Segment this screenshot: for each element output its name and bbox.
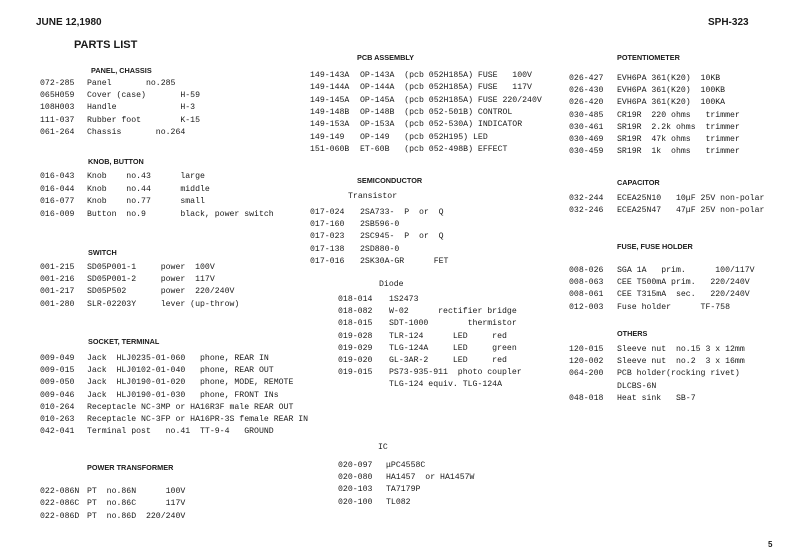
- section-heading-power-transformer: POWER TRANSFORMER: [87, 463, 174, 472]
- part-description: PT no.86N 100V: [87, 487, 186, 496]
- part-number: 018-014: [338, 295, 373, 304]
- part-description: Fuse holder TF-758: [617, 302, 731, 312]
- part-number: 149-145A: [310, 95, 350, 105]
- part-description: 2SC945- P or Q: [360, 232, 444, 242]
- part-description: Sleeve nut no.2 3 x 16mm: [617, 357, 745, 367]
- diode-label: Diode: [379, 280, 404, 289]
- part-description: TLG-124A LED green: [389, 343, 517, 353]
- part-description: EVH6PA 361(K20) 100KB: [617, 86, 726, 96]
- part-number: 030-461: [569, 122, 604, 132]
- part-description: TLG-124 equiv. TLG-124A: [389, 380, 503, 390]
- part-number: 008-063: [569, 278, 604, 288]
- part-description: DLCBS-6N: [617, 381, 657, 391]
- part-description: OP-149 (pcb 052H195) LED: [360, 132, 488, 142]
- part-description: OP-144A (pcb 052H185A) FUSE 117V: [360, 83, 532, 93]
- part-description: Sleeve nut no.15 3 x 12mm: [617, 345, 745, 354]
- part-number: 042-041: [40, 427, 75, 437]
- part-description: EVH6PA 361(K20) 100KA: [617, 98, 726, 108]
- part-number: 072-285: [40, 79, 75, 88]
- part-description: TA7179P: [386, 485, 421, 495]
- part-number: 010-264: [40, 402, 75, 412]
- part-description: PCB holder(rocking rivet): [617, 369, 740, 379]
- part-number: 010-263: [40, 415, 75, 424]
- part-description: SGA 1A prim. 100/117V: [617, 266, 755, 275]
- part-description: HA1457 or HA1457W: [386, 473, 475, 483]
- part-number: 120-015: [569, 345, 604, 354]
- page-number: 5: [768, 540, 773, 549]
- part-description: Knob no.77 small: [87, 197, 205, 207]
- part-number: 001-280: [40, 299, 75, 309]
- part-description: OP-153A (pcb 052-530A) INDICATOR: [360, 120, 523, 130]
- part-number: 016-077: [40, 197, 75, 207]
- part-description: Jack HLJ0235-01-060 phone, REAR IN: [87, 354, 269, 363]
- part-description: Cover (case) H-59: [87, 91, 201, 101]
- part-description: Jack HLJ0102-01-040 phone, REAR OUT: [87, 366, 274, 376]
- part-number: 019-028: [338, 331, 373, 341]
- section-heading-pcb-assembly: PCB ASSEMBLY: [357, 53, 415, 62]
- document-date: JUNE 12,1980: [36, 17, 102, 28]
- part-description: ECEA25N47 47μF 25V non-polar: [617, 206, 765, 216]
- part-description: PT no.86C 117V: [87, 499, 186, 509]
- part-number: 026-430: [569, 86, 604, 96]
- part-number: 149-148B: [310, 107, 350, 117]
- part-description: Receptacle NC-3MP or HA16R3F male REAR OUT: [87, 402, 294, 412]
- part-description: μPC4558C: [386, 461, 426, 470]
- part-description: SDT-1000 thermistor: [389, 319, 517, 329]
- part-description: Chassis no.264: [87, 127, 186, 137]
- part-number: 016-044: [40, 184, 75, 194]
- part-description: SR19R 2.2k ohms trimmer: [617, 122, 740, 132]
- part-description: 2SD880-0: [360, 244, 400, 254]
- part-number: 019-015: [338, 368, 373, 378]
- part-number: 064-200: [569, 369, 604, 379]
- part-number: 017-023: [310, 232, 345, 242]
- section-heading-knob-button: KNOB, BUTTON: [88, 157, 144, 166]
- part-number: 009-015: [40, 366, 75, 376]
- part-description: EVH6PA 361(K20) 10KB: [617, 74, 721, 83]
- part-description: OP-148B (pcb 052-501B) CONTROL: [360, 107, 513, 117]
- part-number: 065H059: [40, 91, 75, 101]
- part-number: 022-086D: [40, 511, 80, 521]
- ic-label: IC: [378, 443, 388, 452]
- model-number: SPH-323: [708, 17, 749, 28]
- part-description: SR19R 1k ohms trimmer: [617, 147, 740, 157]
- section-heading-potentiometer: POTENTIOMETER: [617, 53, 680, 62]
- part-number: 032-244: [569, 194, 604, 203]
- part-number: 026-427: [569, 74, 604, 83]
- section-heading-panel-chassis: PANEL, CHASSIS: [91, 66, 152, 75]
- part-number: 019-020: [338, 356, 373, 365]
- part-description: Knob no.43 large: [87, 172, 205, 181]
- part-number: 149-143A: [310, 71, 350, 80]
- part-description: Heat sink SB-7: [617, 393, 696, 403]
- part-number: 020-100: [338, 497, 373, 507]
- part-description: 2SK30A-GR FET: [360, 256, 449, 266]
- part-description: PS73-935-911 photo coupler: [389, 368, 522, 378]
- part-description: GL-3AR-2 LED red: [389, 356, 507, 365]
- part-number: 019-029: [338, 343, 373, 353]
- part-description: OP-145A (pcb 052H185A) FUSE 220/240V: [360, 95, 542, 105]
- part-description: CEE T315mA sec. 220/240V: [617, 290, 750, 300]
- section-heading-fuse-holder: FUSE, FUSE HOLDER: [617, 242, 693, 251]
- part-number: 001-215: [40, 263, 75, 272]
- part-number: 022-086C: [40, 499, 80, 509]
- part-description: Button no.9 black, power switch: [87, 209, 274, 219]
- part-description: 2SB596-0: [360, 220, 400, 230]
- section-heading-semiconductor: SEMICONDUCTOR: [357, 176, 423, 185]
- part-number: 149-144A: [310, 83, 350, 93]
- part-description: Jack HLJ0190-01-030 phone, FRONT INs: [87, 390, 279, 400]
- part-number: 008-026: [569, 266, 604, 275]
- part-number: 016-043: [40, 172, 75, 181]
- part-description: ECEA25N10 10μF 25V non-polar: [617, 194, 765, 203]
- part-number: 020-097: [338, 461, 373, 470]
- part-description: SLR-02203Y lever (up-throw): [87, 299, 240, 309]
- part-description: SD05P502 power 220/240V: [87, 287, 235, 297]
- part-description: OP-143A (pcb 052H185A) FUSE 100V: [360, 71, 532, 80]
- section-heading-socket-terminal: SOCKET, TERMINAL: [88, 337, 160, 346]
- part-number: 149-149: [310, 132, 345, 142]
- part-number: 026-420: [569, 98, 604, 108]
- part-number: 009-046: [40, 390, 75, 400]
- part-number: 001-216: [40, 275, 75, 285]
- part-number: 030-485: [569, 110, 604, 120]
- part-number: 030-469: [569, 135, 604, 144]
- part-number: 061-264: [40, 127, 75, 137]
- part-description: PT no.86D 220/240V: [87, 511, 186, 521]
- part-description: Terminal post no.41 TT-9-4 GROUND: [87, 427, 274, 437]
- part-number: 009-050: [40, 378, 75, 388]
- transistor-label: Transistor: [348, 192, 398, 201]
- part-description: SR19R 47k ohms trimmer: [617, 135, 740, 144]
- part-description: CEE T500mA prim. 220/240V: [617, 278, 750, 288]
- part-number: 032-246: [569, 206, 604, 216]
- part-number: 009-049: [40, 354, 75, 363]
- part-description: ET-60B (pcb 052-498B) EFFECT: [360, 144, 508, 154]
- part-description: 2SA733- P or Q: [360, 208, 444, 217]
- part-description: TLR-124 LED red: [389, 331, 507, 341]
- part-number: 120-002: [569, 357, 604, 367]
- part-number: 008-061: [569, 290, 604, 300]
- part-number: 020-080: [338, 473, 373, 483]
- part-description: 1S2473: [389, 295, 419, 304]
- part-number: 017-024: [310, 208, 345, 217]
- part-number: 149-153A: [310, 120, 350, 130]
- section-heading-capacitor: CAPACITOR: [617, 178, 660, 187]
- part-description: TL082: [386, 497, 411, 507]
- part-description: W-02 rectifier bridge: [389, 307, 517, 317]
- part-number: 017-016: [310, 256, 345, 266]
- part-description: SD05P001-1 power 100V: [87, 263, 215, 272]
- section-heading-switch: SWITCH: [88, 248, 117, 257]
- part-number: 017-160: [310, 220, 345, 230]
- part-description: CR19R 220 ohms trimmer: [617, 110, 740, 120]
- part-number: 020-103: [338, 485, 373, 495]
- part-number: 111-037: [40, 115, 75, 125]
- part-description: Panel no.285: [87, 79, 176, 88]
- part-number: 151-060B: [310, 144, 350, 154]
- part-number: 001-217: [40, 287, 75, 297]
- part-description: Rubber foot K-15: [87, 115, 201, 125]
- part-description: Receptacle NC-3FP or HA16PR-3S female REAR IN: [87, 415, 309, 424]
- part-number: 016-009: [40, 209, 75, 219]
- part-number: 017-138: [310, 244, 345, 254]
- part-number: 012-003: [569, 302, 604, 312]
- part-number: 018-015: [338, 319, 373, 329]
- part-description: Knob no.44 middle: [87, 184, 210, 194]
- part-number: 030-459: [569, 147, 604, 157]
- part-number: 108H003: [40, 103, 75, 113]
- page-title: PARTS LIST: [74, 39, 138, 51]
- part-description: Jack HLJ0190-01-020 phone, MODE, REMOTE: [87, 378, 294, 388]
- part-number: 048-018: [569, 393, 604, 403]
- part-number: 022-086N: [40, 487, 80, 496]
- part-number: 018-082: [338, 307, 373, 317]
- part-description: Handle H-3: [87, 103, 196, 113]
- part-description: SD05P001-2 power 117V: [87, 275, 215, 285]
- section-heading-others: OTHERS: [617, 329, 648, 338]
